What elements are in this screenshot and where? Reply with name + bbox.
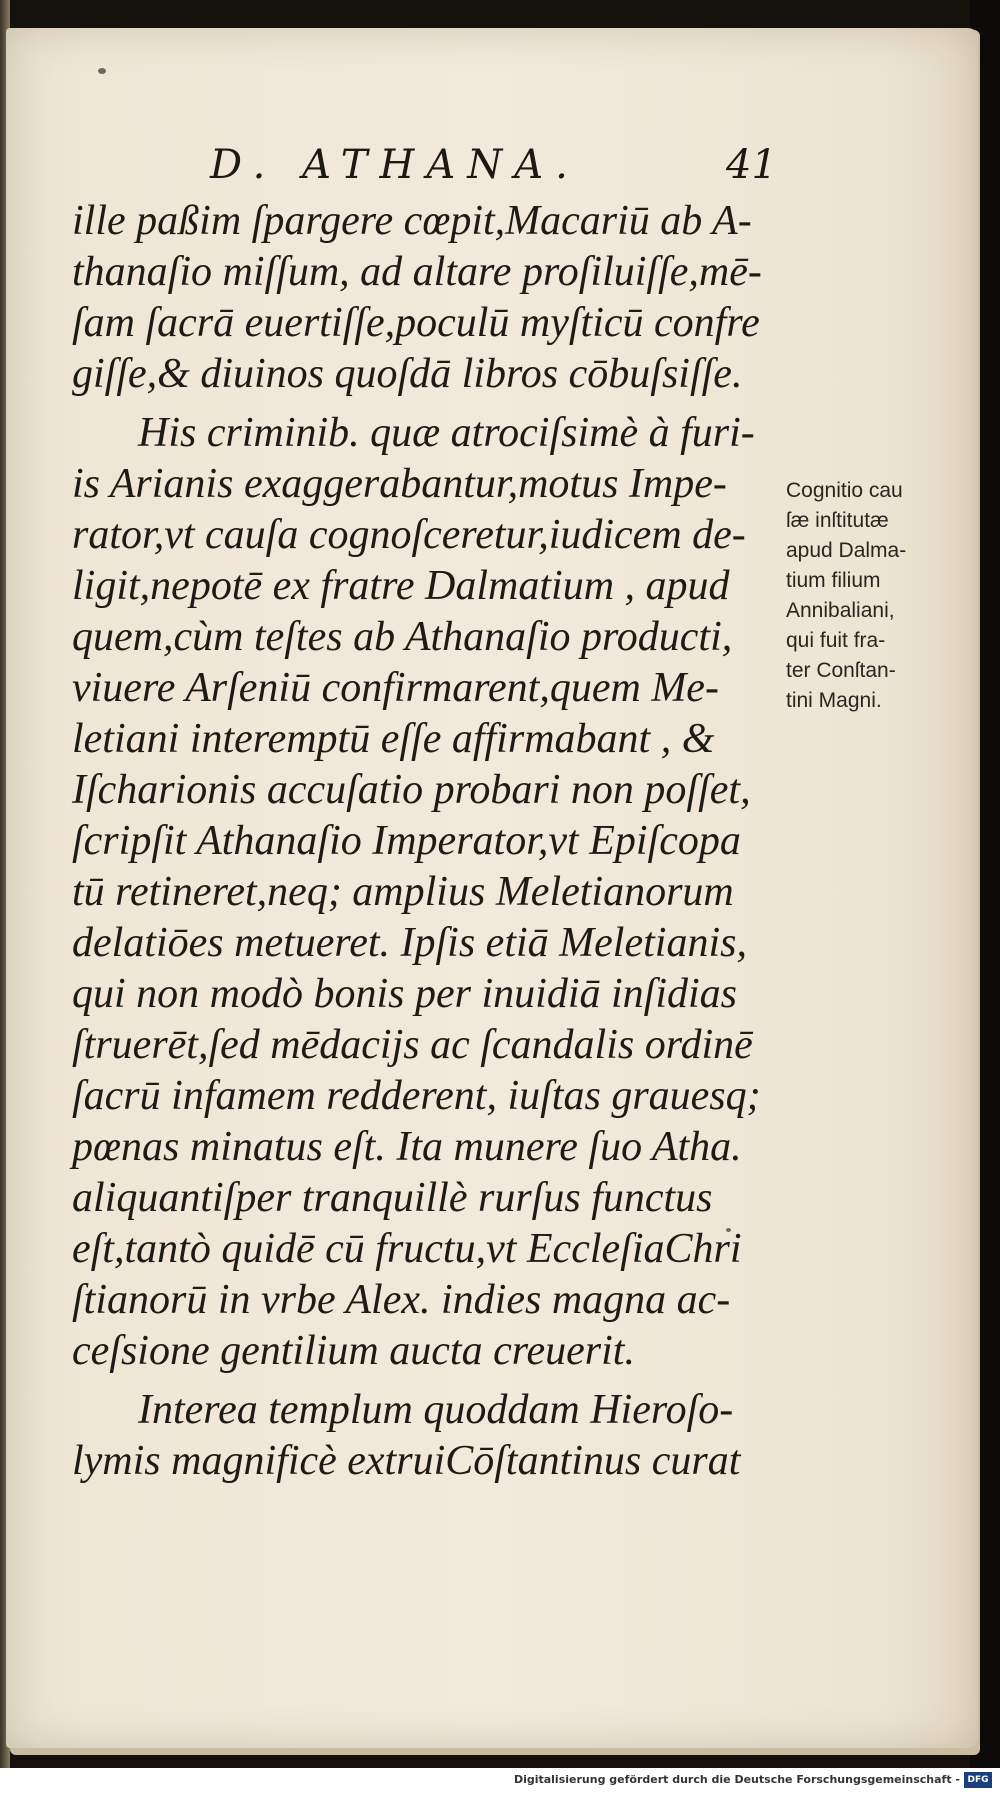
text-line: His criminib. quæ atrociſsimè à furi-	[138, 410, 755, 456]
marginal-line: ſæ inſtitutæ	[786, 509, 889, 532]
ink-spot	[98, 68, 106, 74]
paragraph-gap	[72, 400, 782, 408]
text-line: delatiōes metueret. Ipſis etiā Meletianis,	[72, 920, 747, 966]
text-line: ceſsione gentilium aucta creuerit.	[72, 1328, 635, 1374]
marginal-line: ter Conſtan-	[786, 659, 896, 682]
text-line: lymis magnificè extruiCōſtantinus curat	[72, 1438, 741, 1484]
text-line: eſt,tantò quidē cū fructu,vt EccleſiaChri	[72, 1226, 742, 1272]
text-line: ſam ſacrā euertiſſe,poculū myſticū confre	[72, 300, 760, 346]
text-line: ſacrū infamem redderent, iuſtas grauesq;	[72, 1073, 761, 1119]
paragraph-gap	[72, 1377, 782, 1385]
text-line: ſtianorū in vrbe Alex. indies magna ac-	[72, 1277, 731, 1323]
marginal-note	[786, 476, 966, 716]
text-line: pœnas minatus eſt. Ita munere ſuo Atha.	[72, 1124, 742, 1170]
page-number: 41	[726, 142, 777, 188]
text-line: ſcripſit Athanaſio Imperator,vt Epiſcopa	[72, 818, 741, 864]
text-line: ille paßim ſpargere cœpit,Macariū ab A-	[72, 198, 752, 244]
marginal-line: Cognitio cau	[786, 479, 903, 502]
text-line: thanaſio miſſum, ad altare proſiluiſſe,mē-	[72, 249, 762, 295]
text-line: ligit,nepotē ex fratre Dalmatium , apud	[72, 563, 730, 609]
text-line: rator,vt cauſa cognoſceretur,iudicem de-	[72, 512, 746, 558]
text-line: tū retineret,neq; amplius Meletianorum	[72, 869, 734, 915]
main-text-block	[72, 196, 782, 1487]
text-line: is Arianis exaggerabantur,motus Impe-	[72, 461, 727, 507]
text-line: ſtruerēt,ſed mēdacijs ac ſcandalis ordinē	[72, 1022, 753, 1068]
dfg-logo: DFG	[964, 1772, 992, 1788]
running-title: D. ATHANA.	[210, 142, 580, 188]
text-line: qui non modò bonis per inuidiā inſidias	[72, 971, 738, 1017]
marginal-line: qui fuit fra-	[786, 629, 886, 652]
marginal-line: apud Dalma-	[786, 539, 907, 562]
text-line: letiani interemptū eſſe affirmabant , &	[72, 716, 715, 762]
text-line: quem,cùm teſtes ab Athanaſio producti,	[72, 614, 733, 660]
text-line: aliquantiſper tranquillè rurſus functus	[72, 1175, 713, 1221]
text-line: giſſe,& diuinos quoſdā libros cōbuſsiſſe.	[72, 351, 743, 397]
marginal-line: Annibaliani,	[786, 599, 895, 622]
text-line: Interea templum quoddam Hieroſo-	[138, 1387, 734, 1433]
marginal-line: tium filium	[786, 569, 881, 592]
text-line: viuere Arſeniū confirmarent,quem Me-	[72, 665, 719, 711]
footer-credit: Digitalisierung gefördert durch die Deutsche Forschungsgemeinschaft -	[513, 1773, 960, 1786]
text-line: Iſcharionis accuſatio probari non poſſet,	[72, 767, 751, 813]
marginal-line: tini Magni.	[786, 689, 882, 712]
